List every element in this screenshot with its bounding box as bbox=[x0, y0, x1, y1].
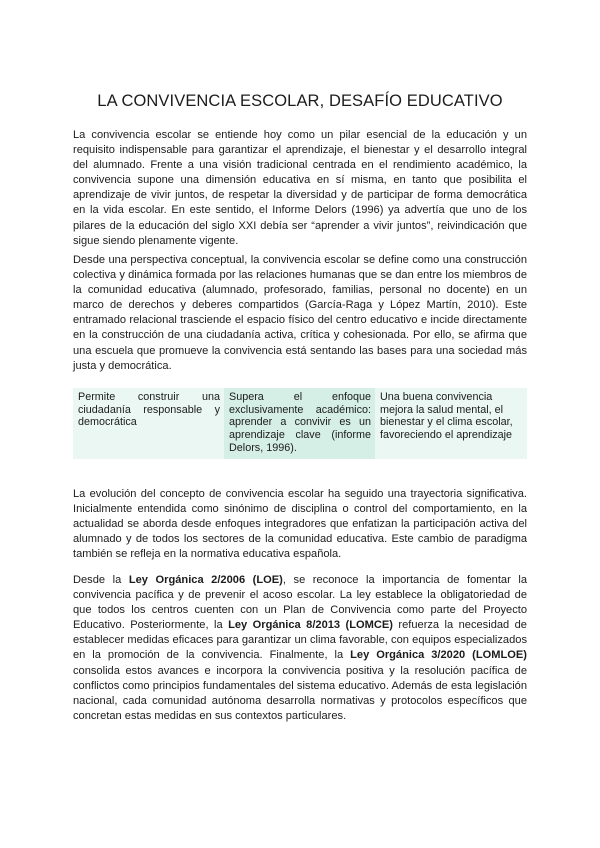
legislation-text: , se reconoce la importancia de fomentar la convivencia pacífica y de prevenir el acoso escolar. La ley establece la obligatoriedad de que todos los centros cuenten con un Plan de Convivencia como parte del Proyecto Educativo. Posteriormente, la bbox=[73, 574, 527, 632]
key-point-card: Supera el enfoque exclusivamente académico: aprender a convivir es un aprendizaje clave (informe Delors, 1996). bbox=[224, 388, 375, 459]
legislation-text: Desde la bbox=[73, 574, 129, 586]
key-points-row bbox=[73, 388, 527, 459]
page-title: LA CONVIVENCIA ESCOLAR, DESAFÍO EDUCATIVO bbox=[97, 92, 503, 110]
legislation-text: consolida estos avances e incorpora la convivencia positiva y la resolución pacífica de conflictos como principios fundamentales del sistema educativo. Además de esta legislación nacional, cada comunidad autónoma desarrolla normativas y protocolos específicos que concretan estas medidas en sus contextos particulares. bbox=[73, 664, 527, 722]
key-point-card: Permite construir una ciudadanía responsable y democrática bbox=[73, 388, 224, 459]
law-reference-lomce: Ley Orgánica 8/2013 (LOMCE) bbox=[228, 619, 393, 632]
paragraph-intro: La convivencia escolar se entiende hoy como un pilar esencial de la educación y un requisito indispensable para garantizar el aprendizaje, el bienestar y el desarrollo integral del alumnado. Frente a una visión tradicional centrada en el rendimiento académico, la convivencia supone una dimensión educativa en sí misma, en tanto que posibilita el aprendizaje de vivir juntos, de respetar la diversidad y de participar de forma democrática en la vida escolar. En este sentido, el Informe Delors (1996) ya advertía que uno de los pilares de la educación del siglo XXI debía ser “aprender a vivir juntos”, reivindicación que sigue siendo plenamente vigente. bbox=[73, 129, 527, 247]
paragraph-legislation bbox=[73, 573, 527, 724]
paragraph-conceptual: Desde una perspectiva conceptual, la convivencia escolar se define como una construcción colectiva y dinámica formada por las relaciones humanas que se dan entre los miembros de la comunidad educativa (alumnado, profesorado, familias, personal no docente) en un marco de derechos y deberes compartidos (García-Raga y López Martín, 2010). Este entramado relacional trasciende el espacio físico del centro educativo e incide directamente en la construcción de una ciudadanía activa, crítica y cohesionada. Por ello, se afirma que una escuela que promueve la convivencia está sentando las bases para una sociedad más justa y democrática. bbox=[73, 254, 527, 372]
law-reference-loe: Ley Orgánica 2/2006 (LOE) bbox=[128, 574, 283, 586]
key-point-card: Una buena convivencia mejora la salud mental, el bienestar y el clima escolar, favoreciendo el aprendizaje bbox=[375, 388, 527, 459]
law-reference-lomloe: Ley Orgánica 3/2020 (LOMLOE) bbox=[350, 649, 528, 662]
legislation-text: refuerza la necesidad de establecer medidas eficaces para garantizar un clima favorable, con equipos especializados en la promoción de la convivencia. Finalmente, la bbox=[73, 619, 527, 662]
paragraph-evolution: La evolución del concepto de convivencia escolar ha seguido una trayectoria significativa. Inicialmente entendida como sinónimo de disciplina o control del comportamiento, en la actualidad se aborda desde enfoques integradores que enfatizan la participación activa del alumnado y de todos los sectores de la comunidad educativa. Este cambio de paradigma también se refleja en la normativa educativa española. bbox=[73, 488, 527, 561]
